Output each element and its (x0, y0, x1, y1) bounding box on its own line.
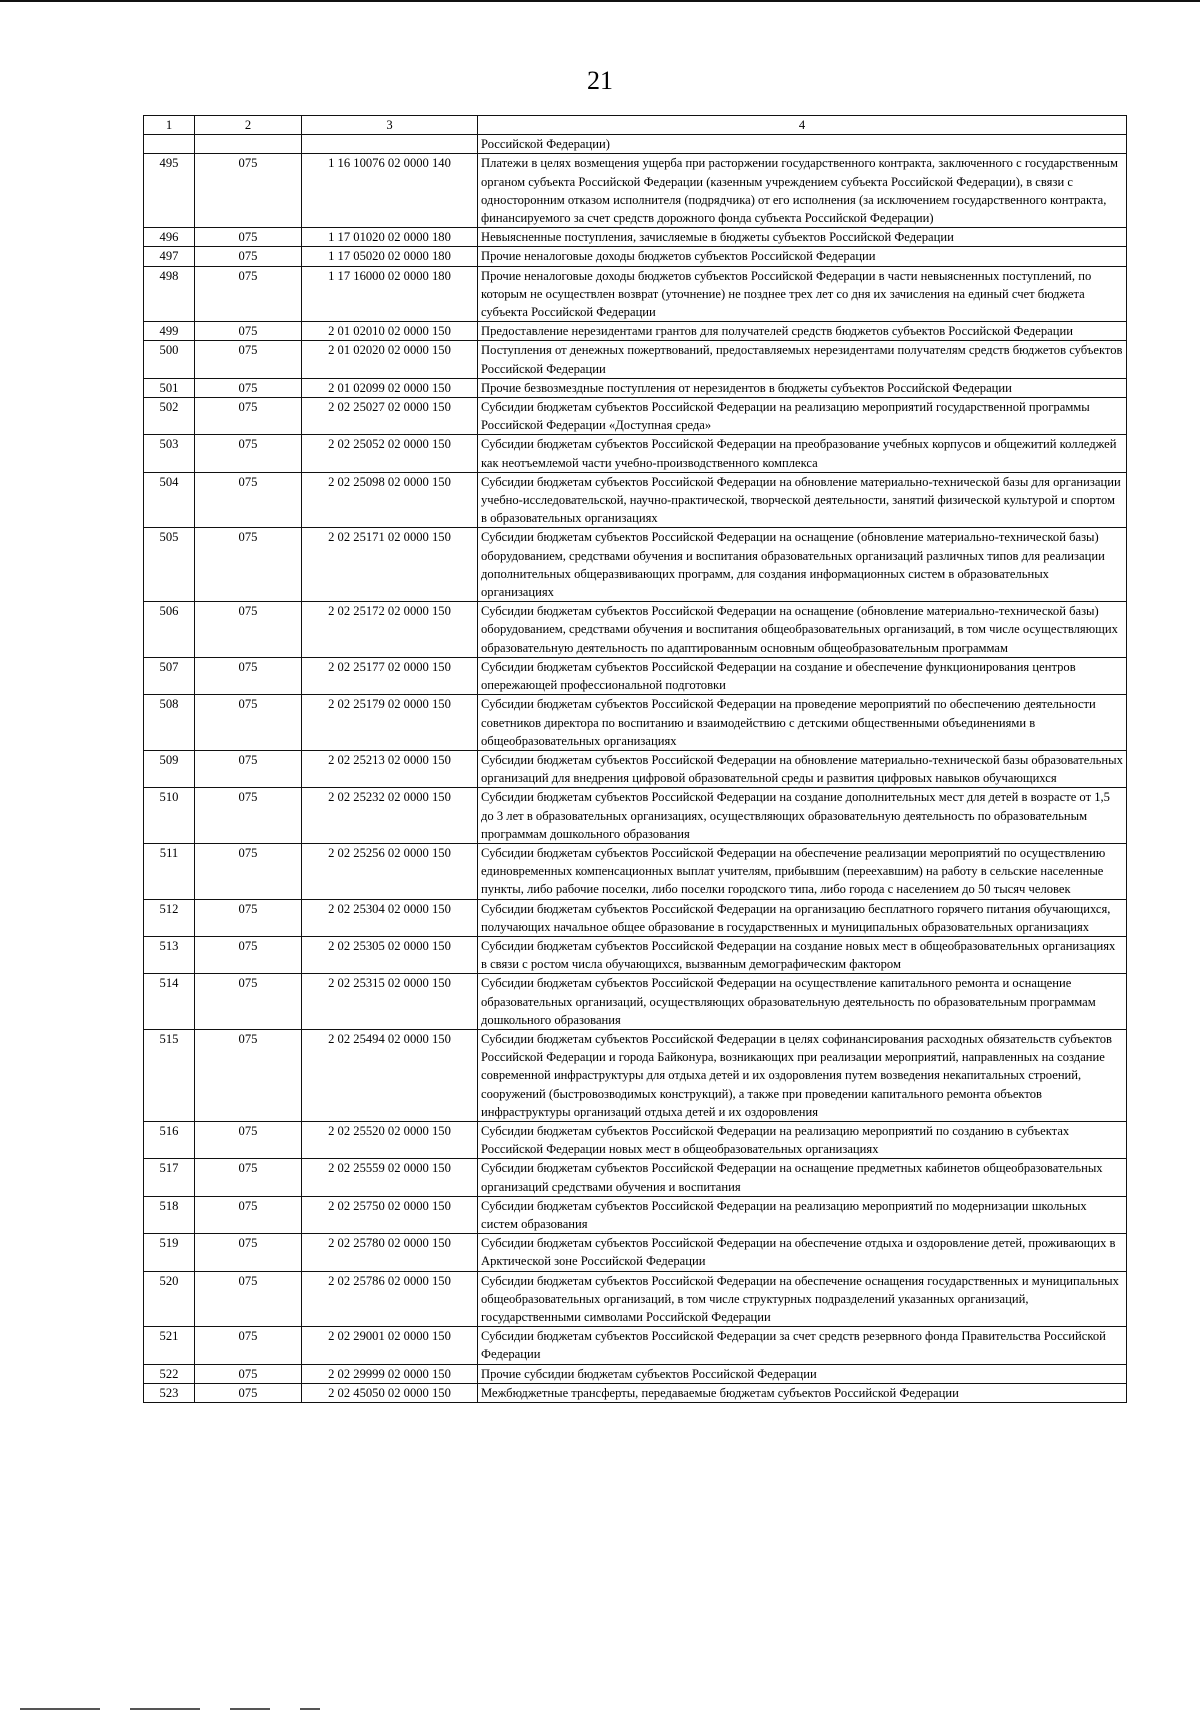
revenue-name: Прочие неналоговые доходы бюджетов субъектов Российской Федерации (478, 247, 1127, 266)
revenue-name: Субсидии бюджетам субъектов Российской Федерации на обновление материально-технической базы образовательных организаций для внедрения цифровой образовательной среды и развития цифровых навыков обучающихся (478, 750, 1127, 787)
admin-code: 075 (195, 472, 302, 528)
revenue-name: Прочие неналоговые доходы бюджетов субъектов Российской Федерации в части невыясненных поступлений, по которым не осуществлен возврат (уточнение) не позднее трех лет со дня их зачисления на единый счет бюджета субъекта Российской Федерации (478, 266, 1127, 322)
admin-code (195, 135, 302, 154)
admin-code: 075 (195, 602, 302, 658)
budget-classification-code: 2 01 02010 02 0000 150 (302, 322, 478, 341)
budget-classification-code: 1 16 10076 02 0000 140 (302, 154, 478, 228)
row-number: 514 (144, 974, 195, 1030)
table-row (144, 602, 1127, 658)
revenue-name: Субсидии бюджетам субъектов Российской Федерации на реализацию мероприятий по модернизации школьных систем образования (478, 1196, 1127, 1233)
admin-code: 075 (195, 228, 302, 247)
budget-classification-code: 2 02 25213 02 0000 150 (302, 750, 478, 787)
table-row (144, 154, 1127, 228)
row-number: 501 (144, 378, 195, 397)
table-row (144, 1121, 1127, 1158)
admin-code: 075 (195, 528, 302, 602)
table-row (144, 266, 1127, 322)
admin-code: 075 (195, 341, 302, 378)
admin-code: 075 (195, 1383, 302, 1402)
table-row (144, 341, 1127, 378)
admin-code: 075 (195, 843, 302, 899)
table-row (144, 135, 1127, 154)
budget-classification-code: 2 02 25172 02 0000 150 (302, 602, 478, 658)
budget-classification-code: 2 02 25305 02 0000 150 (302, 936, 478, 973)
row-number: 512 (144, 899, 195, 936)
row-number: 496 (144, 228, 195, 247)
row-number: 495 (144, 154, 195, 228)
revenue-name: Субсидии бюджетам субъектов Российской Федерации на оснащение предметных кабинетов общеобразовательных организаций средствами обучения и воспитания (478, 1159, 1127, 1196)
budget-classification-code: 1 17 16000 02 0000 180 (302, 266, 478, 322)
budget-classification-code: 2 02 25520 02 0000 150 (302, 1121, 478, 1158)
row-number: 500 (144, 341, 195, 378)
row-number: 523 (144, 1383, 195, 1402)
budget-classification-code (302, 135, 478, 154)
budget-classification-code: 2 02 25179 02 0000 150 (302, 695, 478, 751)
row-number: 498 (144, 266, 195, 322)
admin-code: 075 (195, 657, 302, 694)
revenue-name: Субсидии бюджетам субъектов Российской Федерации на организацию бесплатного горячего питания обучающихся, получающих начальное общее образование в государственных и муниципальных образовательных организациях (478, 899, 1127, 936)
admin-code: 075 (195, 247, 302, 266)
revenue-name: Субсидии бюджетам субъектов Российской Федерации в целях софинансирования расходных обязательств субъектов Российской Федерации и города Байконура, возникающих при реализации мероприятий, направленных на создание современной инфраструктуры для отдыха детей и их оздоровления путем возведения некапитальных строений, сооружений (быстровозводимых конструкций), а также при проведении капитального ремонта объектов инфраструктуры организаций отдыха детей и их оздоровления (478, 1029, 1127, 1121)
table-row (144, 1029, 1127, 1121)
row-number: 515 (144, 1029, 195, 1121)
budget-classification-code: 2 02 25304 02 0000 150 (302, 899, 478, 936)
table-body (144, 135, 1127, 1403)
revenue-name: Субсидии бюджетам субъектов Российской Федерации на создание и обеспечение функционирования центров опережающей профессиональной подготовки (478, 657, 1127, 694)
table-row (144, 398, 1127, 435)
budget-classification-code: 2 02 25750 02 0000 150 (302, 1196, 478, 1233)
row-number: 508 (144, 695, 195, 751)
revenue-name: Субсидии бюджетам субъектов Российской Федерации на осуществление капитального ремонта и оснащение образовательных организаций, осуществляющих образовательную деятельность по образовательным программам дошкольного образования (478, 974, 1127, 1030)
budget-classification-code: 2 02 45050 02 0000 150 (302, 1383, 478, 1402)
budget-classification-code: 2 02 29001 02 0000 150 (302, 1327, 478, 1364)
admin-code: 075 (195, 1364, 302, 1383)
row-number: 506 (144, 602, 195, 658)
table-row (144, 843, 1127, 899)
budget-classification-code: 2 02 29999 02 0000 150 (302, 1364, 478, 1383)
table-row (144, 695, 1127, 751)
budget-classification-code: 1 17 05020 02 0000 180 (302, 247, 478, 266)
revenue-name: Субсидии бюджетам субъектов Российской Федерации на проведение мероприятий по обеспечению деятельности советников директора по воспитанию и взаимодействию с детскими общественными объединениями в общеобразовательных организациях (478, 695, 1127, 751)
row-number: 511 (144, 843, 195, 899)
table-row (144, 228, 1127, 247)
admin-code: 075 (195, 1327, 302, 1364)
table-row (144, 1271, 1127, 1327)
table-row (144, 1234, 1127, 1271)
table-row (144, 435, 1127, 472)
budget-classification-code: 2 02 25177 02 0000 150 (302, 657, 478, 694)
budget-classification-code: 2 02 25786 02 0000 150 (302, 1271, 478, 1327)
row-number: 519 (144, 1234, 195, 1271)
row-number: 502 (144, 398, 195, 435)
top-border-line (0, 0, 1200, 2)
budget-classification-code: 2 02 25256 02 0000 150 (302, 843, 478, 899)
budget-classification-code: 1 17 01020 02 0000 180 (302, 228, 478, 247)
admin-code: 075 (195, 1234, 302, 1271)
revenue-name: Поступления от денежных пожертвований, предоставляемых нерезидентами получателям средств бюджетов субъектов Российской Федерации (478, 341, 1127, 378)
revenue-name: Прочие субсидии бюджетам субъектов Российской Федерации (478, 1364, 1127, 1383)
budget-classification-code: 2 02 25315 02 0000 150 (302, 974, 478, 1030)
table-row (144, 1364, 1127, 1383)
budget-classification-code: 2 02 25494 02 0000 150 (302, 1029, 478, 1121)
table-row (144, 936, 1127, 973)
admin-code: 075 (195, 1196, 302, 1233)
revenue-name: Субсидии бюджетам субъектов Российской Федерации на реализацию мероприятий государственной программы Российской Федерации «Доступная среда» (478, 398, 1127, 435)
row-number: 510 (144, 788, 195, 844)
table-row (144, 750, 1127, 787)
budget-classification-code: 2 02 25171 02 0000 150 (302, 528, 478, 602)
scan-bottom-edge (0, 1708, 1200, 1712)
revenue-name: Российской Федерации) (478, 135, 1127, 154)
row-number: 509 (144, 750, 195, 787)
header-col-3: 3 (302, 116, 478, 135)
revenue-name: Субсидии бюджетам субъектов Российской Федерации на создание новых мест в общеобразовательных организациях в связи с ростом числа обучающихся, вызванным демографическим фактором (478, 936, 1127, 973)
table-row (144, 1196, 1127, 1233)
revenue-name: Субсидии бюджетам субъектов Российской Федерации на преобразование учебных корпусов и общежитий колледжей как неотъемлемой части учебно-производственного комплекса (478, 435, 1127, 472)
row-number: 517 (144, 1159, 195, 1196)
table-row (144, 528, 1127, 602)
budget-classification-code: 2 01 02099 02 0000 150 (302, 378, 478, 397)
admin-code: 075 (195, 1121, 302, 1158)
row-number: 518 (144, 1196, 195, 1233)
row-number: 513 (144, 936, 195, 973)
admin-code: 075 (195, 788, 302, 844)
table-row (144, 657, 1127, 694)
revenue-name: Прочие безвозмездные поступления от нерезидентов в бюджеты субъектов Российской Федерации (478, 378, 1127, 397)
table-row (144, 974, 1127, 1030)
revenue-name: Субсидии бюджетам субъектов Российской Федерации на создание дополнительных мест для детей в возрасте от 1,5 до 3 лет в образовательных организациях, осуществляющих образовательную деятельность по образовательным программам дошкольного образования (478, 788, 1127, 844)
budget-classification-code: 2 02 25052 02 0000 150 (302, 435, 478, 472)
header-col-1: 1 (144, 116, 195, 135)
table-row (144, 247, 1127, 266)
revenue-name: Субсидии бюджетам субъектов Российской Федерации за счет средств резервного фонда Правительства Российской Федерации (478, 1327, 1127, 1364)
revenue-name: Субсидии бюджетам субъектов Российской Федерации на оснащение (обновление материально-технической базы) оборудованием, средствами обучения и воспитания общеобразовательных организаций, в том числе осуществляющих образовательную деятельность по адаптированным основным общеобразовательным программам (478, 602, 1127, 658)
row-number: 520 (144, 1271, 195, 1327)
revenue-name: Предоставление нерезидентами грантов для получателей средств бюджетов субъектов Российской Федерации (478, 322, 1127, 341)
table-row (144, 1327, 1127, 1364)
table-row (144, 1159, 1127, 1196)
revenue-name: Субсидии бюджетам субъектов Российской Федерации на обеспечение оснащения государственных и муниципальных общеобразовательных организаций, в том числе структурных подразделений указанных организаций, государственными символами Российской Федерации (478, 1271, 1127, 1327)
budget-classification-code: 2 02 25232 02 0000 150 (302, 788, 478, 844)
admin-code: 075 (195, 1271, 302, 1327)
row-number (144, 135, 195, 154)
revenue-name: Субсидии бюджетам субъектов Российской Федерации на обеспечение отдыха и оздоровление детей, проживающих в Арктической зоне Российской Федерации (478, 1234, 1127, 1271)
revenue-name: Субсидии бюджетам субъектов Российской Федерации на обеспечение реализации мероприятий по осуществлению единовременных компенсационных выплат учителям, прибывшим (переехавшим) на работу в сельские населенные пункты, либо рабочие поселки, либо поселки городского типа, либо города с населением до 50 тысяч человек (478, 843, 1127, 899)
revenue-name: Платежи в целях возмещения ущерба при расторжении государственного контракта, заключенного с государственным органом субъекта Российской Федерации (казенным учреждением субъекта Российской Федерации), в связи с односторонним отказом исполнителя (подрядчика) от его исполнения (за исключением государственного контракта, финансируемого за счет средств дорожного фонда субъекта Российской Федерации) (478, 154, 1127, 228)
table-header-row (144, 116, 1127, 135)
table-row (144, 788, 1127, 844)
admin-code: 075 (195, 398, 302, 435)
row-number: 516 (144, 1121, 195, 1158)
row-number: 505 (144, 528, 195, 602)
admin-code: 075 (195, 1029, 302, 1121)
table-row (144, 1383, 1127, 1402)
admin-code: 075 (195, 899, 302, 936)
budget-classification-code: 2 02 25780 02 0000 150 (302, 1234, 478, 1271)
row-number: 522 (144, 1364, 195, 1383)
row-number: 521 (144, 1327, 195, 1364)
row-number: 503 (144, 435, 195, 472)
page-number: 21 (587, 66, 613, 95)
admin-code: 075 (195, 266, 302, 322)
admin-code: 075 (195, 936, 302, 973)
admin-code: 075 (195, 378, 302, 397)
row-number: 504 (144, 472, 195, 528)
table-row (144, 899, 1127, 936)
revenue-name: Субсидии бюджетам субъектов Российской Федерации на обновление материально-технической базы для организации учебно-исследовательской, научно-практической, творческой деятельности, занятий физической культурой и спортом в образовательных организациях (478, 472, 1127, 528)
revenue-codes-table (143, 115, 1127, 1403)
budget-classification-code: 2 01 02020 02 0000 150 (302, 341, 478, 378)
revenue-name: Субсидии бюджетам субъектов Российской Федерации на реализацию мероприятий по созданию в субъектах Российской Федерации новых мест в общеобразовательных организациях (478, 1121, 1127, 1158)
header-col-4: 4 (478, 116, 1127, 135)
budget-classification-code: 2 02 25027 02 0000 150 (302, 398, 478, 435)
admin-code: 075 (195, 1159, 302, 1196)
budget-classification-code: 2 02 25098 02 0000 150 (302, 472, 478, 528)
revenue-name: Невыясненные поступления, зачисляемые в бюджеты субъектов Российской Федерации (478, 228, 1127, 247)
row-number: 497 (144, 247, 195, 266)
table-row (144, 322, 1127, 341)
admin-code: 075 (195, 154, 302, 228)
row-number: 499 (144, 322, 195, 341)
row-number: 507 (144, 657, 195, 694)
budget-classification-code: 2 02 25559 02 0000 150 (302, 1159, 478, 1196)
revenue-name: Межбюджетные трансферты, передаваемые бюджетам субъектов Российской Федерации (478, 1383, 1127, 1402)
admin-code: 075 (195, 750, 302, 787)
admin-code: 075 (195, 974, 302, 1030)
admin-code: 075 (195, 435, 302, 472)
admin-code: 075 (195, 322, 302, 341)
revenue-name: Субсидии бюджетам субъектов Российской Федерации на оснащение (обновление материально-технической базы) оборудованием, средствами обучения и воспитания образовательных организаций различных типов для реализации дополнительных общеразвивающих программ, для создания информационных систем в образовательных организациях (478, 528, 1127, 602)
table-row (144, 378, 1127, 397)
admin-code: 075 (195, 695, 302, 751)
table-row (144, 472, 1127, 528)
header-col-2: 2 (195, 116, 302, 135)
